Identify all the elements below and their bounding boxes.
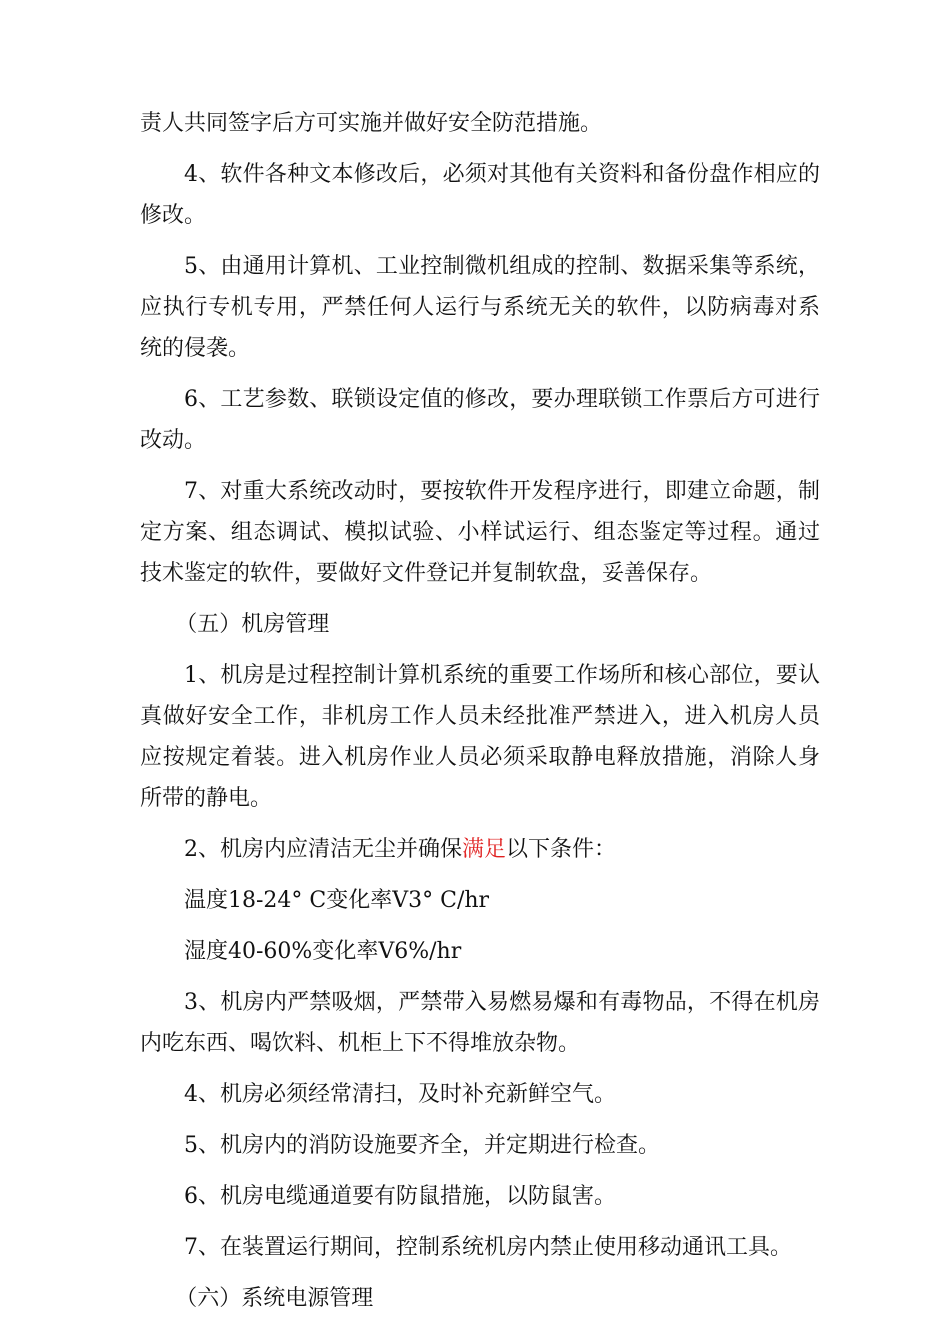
paragraph-continued: 责人共同签字后方可实施并做好安全防范措施。 (140, 111, 603, 136)
paragraph-room-1: 1、机房是过程控制计算机系统的重要工作场所和核心部位，要认真做好安全工作，非机房工作人员未经批准严禁进入，进入机房人员应按规定着装。进入机房作业人员必须采取静电释放措施，消除人身所带的静电。 (140, 663, 820, 811)
humidity-condition: 湿度40-60%变化率V6%/hr (184, 939, 462, 964)
section-heading-power: （六）系统电源管理 (175, 1286, 374, 1311)
paragraph-room-5: 5、机房内的消防设施要齐全，并定期进行检查。 (184, 1133, 660, 1158)
room-2-text-before: 2、机房内应清洁无尘并确保 (184, 837, 462, 862)
room-2-highlight: 满足 (462, 837, 507, 862)
room-2-text-after: 以下条件： (506, 837, 617, 862)
paragraph-room-4: 4、机房必须经常清扫，及时补充新鲜空气。 (184, 1082, 616, 1107)
paragraph-room-2 (140, 829, 820, 870)
paragraph-software-7: 7、对重大系统改动时，要按软件开发程序进行，即建立命题，制定方案、组态调试、模拟试验、小样试运行、组态鉴定等过程。通过技术鉴定的软件，要做好文件登记并复制软盘，妥善保存。 (140, 479, 820, 586)
section-heading-machine-room: （五）机房管理 (175, 612, 330, 637)
document-body (140, 103, 820, 1329)
paragraph-room-3: 3、机房内严禁吸烟，严禁带入易燃易爆和有毒物品，不得在机房内吃东西、喝饮料、机柜上下不得堆放杂物。 (140, 990, 820, 1056)
paragraph-software-4: 4、软件各种文本修改后，必须对其他有关资料和备份盘作相应的修改。 (140, 162, 820, 228)
paragraph-software-5: 5、由通用计算机、工业控制微机组成的控制、数据采集等系统，应执行专机专用，严禁任何人运行与系统无关的软件，以防病毒对系统的侵袭。 (140, 254, 820, 361)
temperature-condition: 温度18-24° C变化率V3° C/hr (184, 888, 490, 913)
paragraph-software-6: 6、工艺参数、联锁设定值的修改，要办理联锁工作票后方可进行改动。 (140, 387, 820, 453)
paragraph-room-6: 6、机房电缆通道要有防鼠措施，以防鼠害。 (184, 1184, 616, 1209)
paragraph-room-7: 7、在装置运行期间，控制系统机房内禁止使用移动通讯工具。 (184, 1235, 792, 1260)
